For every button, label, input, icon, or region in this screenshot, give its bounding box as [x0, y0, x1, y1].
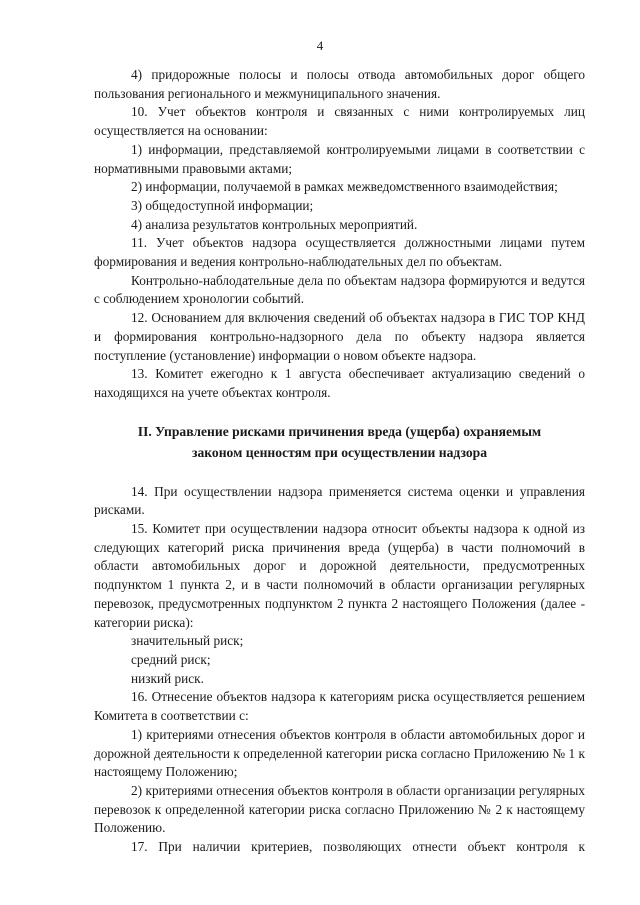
paragraph: 17. При наличии критериев, позволяющих отнести объект контроля к [131, 839, 585, 855]
document-body [94, 66, 585, 857]
paragraph: 4) придорожные полосы и полосы отвода автомобильных дорог общего пользования регионального и межмуниципального значения. [94, 67, 585, 101]
list-item: низкий риск. [131, 670, 204, 686]
paragraph: 16. Отнесение объектов надзора к категориям риска осуществляется решением Комитета в соответствии с: [94, 689, 585, 724]
paragraph: 11. Учет объектов надзора осуществляется должностными лицами путем формирования и ведения контрольно-наблюдательных дел по объектам. [94, 235, 585, 270]
paragraph: 14. При осуществлении надзора применяется система оценки и управления рисками. [94, 483, 585, 518]
paragraph: 10. Учет объектов контроля и связанных с ними контролируемых лиц осуществляется на основании: [94, 104, 585, 139]
paragraph: 3) общедоступной информации; [131, 197, 314, 213]
section-heading-line-1: II. Управление рисками причинения вреда (ущерба) охраняемым [137, 423, 542, 439]
paragraph: 1) информации, представляемой контролируемыми лицами в соответствии с нормативными правовыми актами; [94, 141, 585, 176]
paragraph: 2) информации, получаемой в рамках межведомственного взаимодействия; [131, 179, 558, 195]
list-item: средний риск; [131, 651, 211, 667]
paragraph: 4) анализа результатов контрольных мероприятий. [131, 216, 418, 232]
list-item: значительный риск; [131, 633, 244, 649]
paragraph: 2) критериями отнесения объектов контроля в области организации регулярных перевозок к определенной категории риска согласно Приложению № 2 к настоящему Положению. [94, 782, 585, 836]
paragraph: 15. Комитет при осуществлении надзора относит объекты надзора к одной из следующих категорий риска причинения вреда (ущерба) в части полномочий в области автомобильных дорог и дорожной деятельности, предусмотренных подпунктом 1 пункта 2, и в части полномочий в области организации регулярных перевозок, предусмотренных подпунктом 2 пункта 2 настоящего Положения (далее - категории риска): [94, 521, 585, 630]
paragraph: 1) критериями отнесения объектов контроля в области автомобильных дорог и дорожной деятельности к определенной категории риска согласно Приложению № 1 к настоящему Положению; [94, 726, 585, 780]
paragraph: 13. Комитет ежегодно к 1 августа обеспечивает актуализацию сведений о находящихся на учете объектах контроля. [94, 366, 585, 400]
page-number: 4 [316, 38, 324, 53]
paragraph: 12. Основанием для включения сведений об объектах надзора в ГИС ТОР КНД и формирования контрольно-надзорного дела по объекту надзора является поступление (установление) информации о новом объекте надзора. [94, 310, 585, 363]
section-heading-line-2: законом ценностям при осуществлении надзора [192, 444, 487, 460]
paragraph: Контрольно-наблодательные дела по объектам надзора формируются и ведутся с соблюдением хронологии событий. [94, 272, 585, 307]
